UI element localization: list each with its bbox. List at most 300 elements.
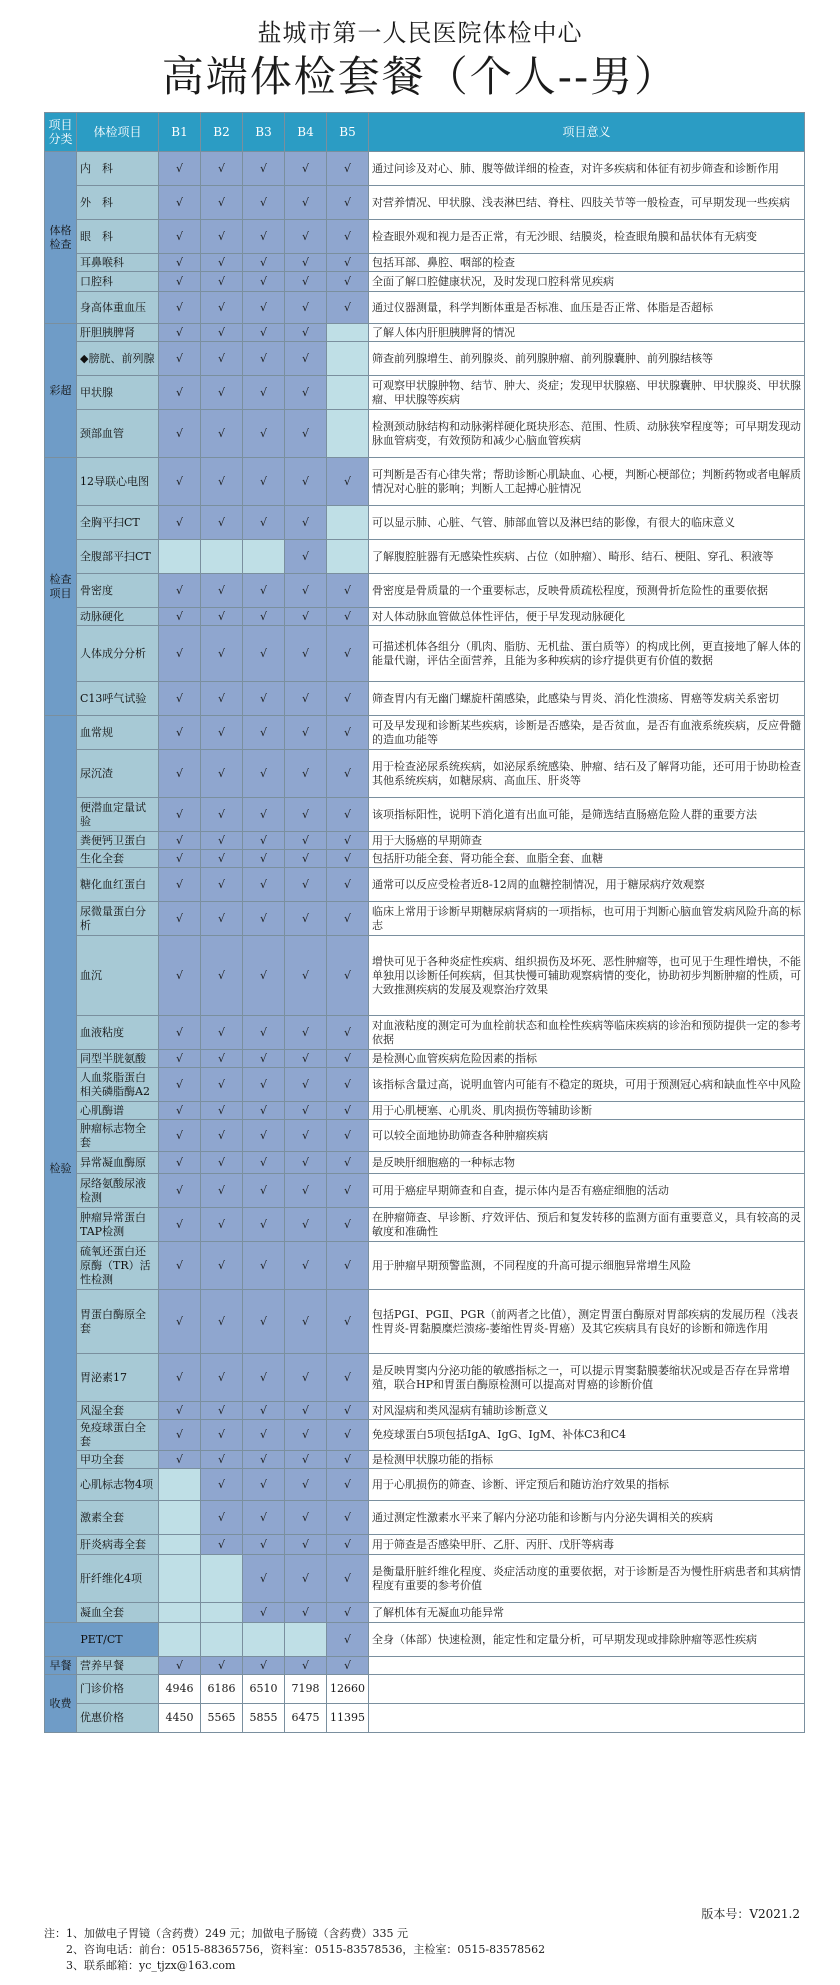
item-name: ◆膀胱、前列腺 [77,342,159,376]
item-meaning: 免疫球蛋白5项包括IgA、IgG、IgM、补体C3和C4 [369,1420,805,1451]
check-mark: √ [243,376,285,410]
table-row [45,936,805,1016]
check-mark: √ [159,1102,201,1120]
empty-mark [159,1623,201,1657]
table-row [45,186,805,220]
check-mark: √ [243,850,285,868]
table-row [45,832,805,850]
check-mark: √ [159,376,201,410]
check-mark: √ [159,1174,201,1208]
check-mark: √ [285,1068,327,1102]
check-mark: √ [243,254,285,272]
table-row [45,1623,805,1657]
item-name: 风湿全套 [77,1402,159,1420]
table-row [45,1657,805,1675]
check-mark: √ [201,1402,243,1420]
check-mark: √ [159,936,201,1016]
check-mark: √ [327,1657,369,1675]
item-name: 血沉 [77,936,159,1016]
check-mark: √ [159,1402,201,1420]
item-name: 内 科 [77,152,159,186]
table-row [45,1354,805,1402]
header-package: B4 [285,113,327,152]
check-mark: √ [285,682,327,716]
check-mark: √ [243,682,285,716]
item-meaning: 全身（体部）快速检测，能定性和定量分析，可早期发现或排除肿瘤等恶性疾病 [369,1623,805,1657]
check-mark: √ [201,324,243,342]
check-mark: √ [327,1050,369,1068]
check-mark: √ [201,272,243,292]
table-row [45,1120,805,1152]
price-value: 5855 [243,1704,285,1733]
check-mark: √ [243,324,285,342]
note-line: 注：1、加做电子胃镜（含药费）249 元；加做电子肠镜（含药费）335 元 [44,1927,408,1940]
table-row [45,750,805,798]
table-row [45,1402,805,1420]
item-meaning: 了解机体有无凝血功能异常 [369,1603,805,1623]
check-mark: √ [327,1016,369,1050]
table-row [45,850,805,868]
check-mark: √ [201,342,243,376]
check-mark: √ [201,868,243,902]
check-mark: √ [243,458,285,506]
check-mark: √ [327,798,369,832]
check-mark: √ [327,1501,369,1535]
check-mark: √ [285,1208,327,1242]
category-cell: 检查 项目 [45,458,77,716]
check-mark: √ [201,1451,243,1469]
check-mark: √ [285,574,327,608]
check-mark: √ [285,798,327,832]
check-mark: √ [327,1354,369,1402]
check-mark: √ [327,186,369,220]
check-mark: √ [201,1469,243,1501]
check-mark: √ [243,1555,285,1603]
check-mark: √ [243,1068,285,1102]
check-mark: √ [201,608,243,626]
price-value: 4450 [159,1704,201,1733]
item-meaning: 包括肝功能全套、肾功能全套、血脂全套、血糖 [369,850,805,868]
package-title: 高端体检套餐（个人--男） [161,52,679,101]
table-row [45,1102,805,1120]
check-mark: √ [159,272,201,292]
check-mark: √ [243,798,285,832]
table-row [45,410,805,458]
check-mark: √ [201,254,243,272]
item-meaning: 用于检查泌尿系统疾病，如泌尿系统感染、肿瘤、结石及了解肾功能，还可用于协助检查其他系统疾病，如糖尿病、高血压、肝炎等 [369,750,805,798]
check-mark: √ [327,750,369,798]
check-mark: √ [285,506,327,540]
item-meaning: 可及早发现和诊断某些疾病，诊断是否感染，是否贫血，是否有血液系统疾病，反应骨髓的造血功能等 [369,716,805,750]
check-mark: √ [243,626,285,682]
empty-mark [327,324,369,342]
version-number: 版本号：V2021.2 [701,1907,800,1921]
check-mark: √ [201,1242,243,1290]
check-mark: √ [159,220,201,254]
check-mark: √ [201,1120,243,1152]
check-mark: √ [243,1469,285,1501]
empty-mark [327,410,369,458]
category-cell: 早餐 [45,1657,77,1675]
item-meaning: 筛查胃内有无幽门螺旋杆菌感染，此感染与胃炎、消化性溃疡、胃癌等发病关系密切 [369,682,805,716]
item-name: 粪便钙卫蛋白 [77,832,159,850]
check-mark: √ [327,832,369,850]
category-cell: 彩超 [45,324,77,458]
check-mark: √ [327,1603,369,1623]
item-meaning: 是检测心血管疾病危险因素的指标 [369,1050,805,1068]
check-mark: √ [201,798,243,832]
check-mark: √ [243,1354,285,1402]
check-mark: √ [243,1402,285,1420]
check-mark: √ [285,1242,327,1290]
check-mark: √ [201,1174,243,1208]
item-meaning: 是反映胃窦内分泌功能的敏感指标之一，可以提示胃窦黏膜萎缩状况或是否存在异常增殖，联合HP和胃蛋白酶原检测可以提高对胃癌的诊断价值 [369,1354,805,1402]
note-line: 3、联系邮箱：yc_tjzx@163.com [66,1959,236,1972]
item-name: 外 科 [77,186,159,220]
check-mark: √ [327,1152,369,1174]
category-cell: 体格 检查 [45,152,77,324]
empty-mark [159,1555,201,1603]
table-row [45,506,805,540]
table-row [45,292,805,324]
check-mark: √ [243,1050,285,1068]
item-meaning: 通过测定性激素水平来了解内分泌功能和诊断与内分泌失调相关的疾病 [369,1501,805,1535]
check-mark: √ [285,850,327,868]
category-cell: 检验 [45,716,77,1623]
table-row [45,574,805,608]
item-meaning: 筛查前列腺增生、前列腺炎、前列腺肿瘤、前列腺囊肿、前列腺结核等 [369,342,805,376]
price-value: 7198 [285,1675,327,1704]
empty-mark [327,540,369,574]
check-mark: √ [285,186,327,220]
price-blank [369,1675,805,1704]
check-mark: √ [285,1603,327,1623]
empty-mark [159,1603,201,1623]
check-mark: √ [159,1657,201,1675]
hospital-name: 盐城市第一人民医院体检中心 [257,19,583,47]
item-meaning: 是检测甲状腺功能的指标 [369,1451,805,1469]
check-mark: √ [243,1501,285,1535]
item-meaning: 用于筛查是否感染甲肝、乙肝、丙肝、戊肝等病毒 [369,1535,805,1555]
check-mark: √ [327,1420,369,1451]
table-row [45,1152,805,1174]
check-mark: √ [243,608,285,626]
check-mark: √ [285,868,327,902]
check-mark: √ [159,832,201,850]
check-mark: √ [285,1501,327,1535]
check-mark: √ [201,1050,243,1068]
check-mark: √ [327,1242,369,1290]
empty-mark [201,540,243,574]
empty-mark [159,1501,201,1535]
item-meaning: 临床上常用于诊断早期糖尿病肾病的一项指标，也可用于判断心脑血管发病风险升高的标志 [369,902,805,936]
check-mark: √ [243,1657,285,1675]
empty-mark [201,1623,243,1657]
check-mark: √ [243,936,285,1016]
check-mark: √ [285,1657,327,1675]
check-mark: √ [243,1208,285,1242]
table-row [45,682,805,716]
check-mark: √ [201,1152,243,1174]
check-mark: √ [285,750,327,798]
check-mark: √ [243,868,285,902]
check-mark: √ [243,1102,285,1120]
notes [44,1926,804,1974]
check-mark: √ [327,254,369,272]
table-row [45,798,805,832]
check-mark: √ [159,1016,201,1050]
item-name: 免疫球蛋白全套 [77,1420,159,1451]
check-mark: √ [327,1469,369,1501]
table-row [45,272,805,292]
check-mark: √ [285,342,327,376]
table-row [45,324,805,342]
item-meaning: 在肿瘤筛查、早诊断、疗效评估、预后和复发转移的监测方面有重要意义，具有较高的灵敏度和准确性 [369,1208,805,1242]
check-mark: √ [159,506,201,540]
check-mark: √ [327,1174,369,1208]
check-mark: √ [159,750,201,798]
check-mark: √ [285,1174,327,1208]
item-name: 肿瘤异常蛋白TAP检测 [77,1208,159,1242]
check-mark: √ [201,1102,243,1120]
item-name: 硫氧还蛋白还原酶（TR）活性检测 [77,1242,159,1290]
check-mark: √ [285,376,327,410]
check-mark: √ [285,272,327,292]
check-mark: √ [285,1102,327,1120]
item-name: 心肌酶谱 [77,1102,159,1120]
item-name: 颈部血管 [77,410,159,458]
table-row [45,376,805,410]
item-name: 胃蛋白酶原全套 [77,1290,159,1354]
check-mark: √ [243,410,285,458]
check-mark: √ [327,458,369,506]
empty-mark [243,1623,285,1657]
item-name: 激素全套 [77,1501,159,1535]
price-value: 12660 [327,1675,369,1704]
item-meaning: 了解人体内肝胆胰脾肾的情况 [369,324,805,342]
item-name: 肝胆胰脾肾 [77,324,159,342]
check-mark: √ [243,506,285,540]
petct-label: PET/CT [45,1623,159,1657]
item-name: 肝纤维化4项 [77,1555,159,1603]
empty-mark [201,1555,243,1603]
item-name: 12导联心电图 [77,458,159,506]
table-row [45,540,805,574]
check-mark: √ [159,152,201,186]
item-meaning: 对血液粘度的测定可为血栓前状态和血栓性疾病等临床疾病的诊治和预防提供一定的参考依据 [369,1016,805,1050]
check-mark: √ [243,342,285,376]
item-name: 全胸平扫CT [77,506,159,540]
check-mark: √ [243,1290,285,1354]
item-name: 血常规 [77,716,159,750]
check-mark: √ [327,682,369,716]
item-meaning [369,1657,805,1675]
item-name: 耳鼻喉科 [77,254,159,272]
check-mark: √ [159,1290,201,1354]
check-mark: √ [243,272,285,292]
check-mark: √ [327,850,369,868]
check-mark: √ [159,850,201,868]
check-mark: √ [243,902,285,936]
check-mark: √ [201,1501,243,1535]
note-line: 2、咨询电话：前台：0515-88365756，资料室：0515-83578536，主检室：0515-83578562 [66,1943,546,1956]
item-meaning: 可以显示肺、心脏、气管、肺部血管以及淋巴结的影像，有很大的临床意义 [369,506,805,540]
table-row [45,608,805,626]
empty-mark [243,540,285,574]
check-mark: √ [243,220,285,254]
check-mark: √ [159,458,201,506]
check-mark: √ [201,716,243,750]
table-row [45,1016,805,1050]
table-row [45,254,805,272]
item-name: 肝炎病毒全套 [77,1535,159,1555]
price-row [45,1675,805,1704]
item-meaning: 是衡量肝脏纤维化程度、炎症活动度的重要依据，对于诊断是否为慢性肝病患者和其病情程度有重要的参考价值 [369,1555,805,1603]
table-row [45,220,805,254]
check-mark: √ [201,850,243,868]
check-mark: √ [201,626,243,682]
check-mark: √ [327,608,369,626]
check-mark: √ [159,798,201,832]
item-meaning: 包括PGⅠ、PGⅡ、PGR（前两者之比值），测定胃蛋白酶原对胃部疾病的发展历程（浅表性胃炎-胃黏膜糜烂溃疡-萎缩性胃炎-胃癌）及其它疾病具有良好的诊断和筛选作用 [369,1290,805,1354]
check-mark: √ [285,1535,327,1555]
table-row [45,1469,805,1501]
check-mark: √ [327,902,369,936]
check-mark: √ [201,750,243,798]
check-mark: √ [159,324,201,342]
empty-mark [327,342,369,376]
item-meaning: 对营养情况、甲状腺、浅表淋巴结、脊柱、四肢关节等一般检查，可早期发现一些疾病 [369,186,805,220]
check-mark: √ [243,1603,285,1623]
item-name: 甲功全套 [77,1451,159,1469]
item-meaning: 对风湿病和类风湿病有辅助诊断意义 [369,1402,805,1420]
check-mark: √ [327,272,369,292]
header-meaning: 项目意义 [369,113,805,152]
item-meaning: 对人体动脉血管做总体性评估，便于早发现动脉硬化 [369,608,805,626]
check-mark: √ [243,832,285,850]
price-blank [369,1704,805,1733]
check-mark: √ [159,1152,201,1174]
item-meaning: 可以较全面地协助筛查各种肿瘤疾病 [369,1120,805,1152]
check-mark: √ [243,716,285,750]
check-mark: √ [327,1451,369,1469]
check-mark: √ [285,1469,327,1501]
check-mark: √ [327,220,369,254]
price-value: 11395 [327,1704,369,1733]
item-name: 人血浆脂蛋白相关磷脂酶A2 [77,1068,159,1102]
header-package: B1 [159,113,201,152]
table-row [45,1501,805,1535]
check-mark: √ [243,152,285,186]
check-mark: √ [243,292,285,324]
check-mark: √ [159,902,201,936]
table-row [45,1050,805,1068]
item-meaning: 该指标含量过高，说明血管内可能有不稳定的斑块，可用于预测冠心病和缺血性卒中风险 [369,1068,805,1102]
item-name: 肿瘤标志物全套 [77,1120,159,1152]
check-mark: √ [285,1420,327,1451]
empty-mark [327,376,369,410]
table-row [45,902,805,936]
check-mark: √ [285,1555,327,1603]
item-name: 人体成分分析 [77,626,159,682]
table-row [45,1451,805,1469]
check-mark: √ [159,868,201,902]
item-meaning: 用于心肌损伤的筛查、诊断、评定预后和随访治疗效果的指标 [369,1469,805,1501]
table-row [45,1535,805,1555]
check-mark: √ [285,1290,327,1354]
header-item: 体检项目 [77,113,159,152]
item-name: 全腹部平扫CT [77,540,159,574]
item-name: 异常凝血酶原 [77,1152,159,1174]
check-mark: √ [201,410,243,458]
check-mark: √ [159,574,201,608]
check-mark: √ [201,1657,243,1675]
header-package: B2 [201,113,243,152]
check-mark: √ [285,936,327,1016]
check-mark: √ [159,254,201,272]
item-meaning: 检查眼外观和视力是否正常，有无沙眼、结膜炎，检查眼角膜和晶状体有无病变 [369,220,805,254]
item-name: 营养早餐 [77,1657,159,1675]
item-name: 尿沉渣 [77,750,159,798]
header-category: 项目 分类 [45,113,77,152]
check-mark: √ [327,292,369,324]
item-name: 身高体重血压 [77,292,159,324]
table-row [45,716,805,750]
check-mark: √ [201,506,243,540]
check-mark: √ [285,1152,327,1174]
category-cell: 收费 [45,1675,77,1733]
item-name: 便潜血定量试验 [77,798,159,832]
item-meaning: 可用于癌症早期筛查和自查，提示体内是否有癌症细胞的活动 [369,1174,805,1208]
item-name: 眼 科 [77,220,159,254]
item-meaning: 骨密度是骨质量的一个重要标志，反映骨质疏松程度，预测骨折危险性的重要依据 [369,574,805,608]
table-row [45,152,805,186]
check-mark: √ [285,1016,327,1050]
header-package: B3 [243,113,285,152]
item-meaning: 可判断是否有心律失常；帮助诊断心肌缺血、心梗，判断心梗部位；判断药物或者电解质情况对心脏的影响；判断人工起搏心脏情况 [369,458,805,506]
check-mark: √ [243,1420,285,1451]
price-value: 6186 [201,1675,243,1704]
price-row [45,1704,805,1733]
check-mark: √ [327,1102,369,1120]
item-name: 生化全套 [77,850,159,868]
check-mark: √ [327,152,369,186]
item-meaning: 了解腹腔脏器有无感染性疾病、占位（如肿瘤）、畸形、结石、梗阻、穿孔、积液等 [369,540,805,574]
table-row [45,868,805,902]
empty-mark [201,1603,243,1623]
table-row [45,1068,805,1102]
empty-mark [285,1623,327,1657]
item-name: 骨密度 [77,574,159,608]
check-mark: √ [159,716,201,750]
check-mark: √ [285,324,327,342]
check-mark: √ [159,1451,201,1469]
check-mark: √ [201,1016,243,1050]
table-row [45,626,805,682]
item-name: 甲状腺 [77,376,159,410]
item-meaning: 全面了解口腔健康状况，及时发现口腔科常见疾病 [369,272,805,292]
check-mark: √ [285,152,327,186]
table-row [45,1603,805,1623]
check-mark: √ [285,1354,327,1402]
item-name: 心肌标志物4项 [77,1469,159,1501]
check-mark: √ [243,1152,285,1174]
item-meaning: 该项指标阳性，说明下消化道有出血可能，是筛选结直肠癌危险人群的重要方法 [369,798,805,832]
item-meaning: 是反映肝细胞癌的一种标志物 [369,1152,805,1174]
check-mark: √ [159,292,201,324]
check-mark: √ [201,1068,243,1102]
table-row [45,458,805,506]
